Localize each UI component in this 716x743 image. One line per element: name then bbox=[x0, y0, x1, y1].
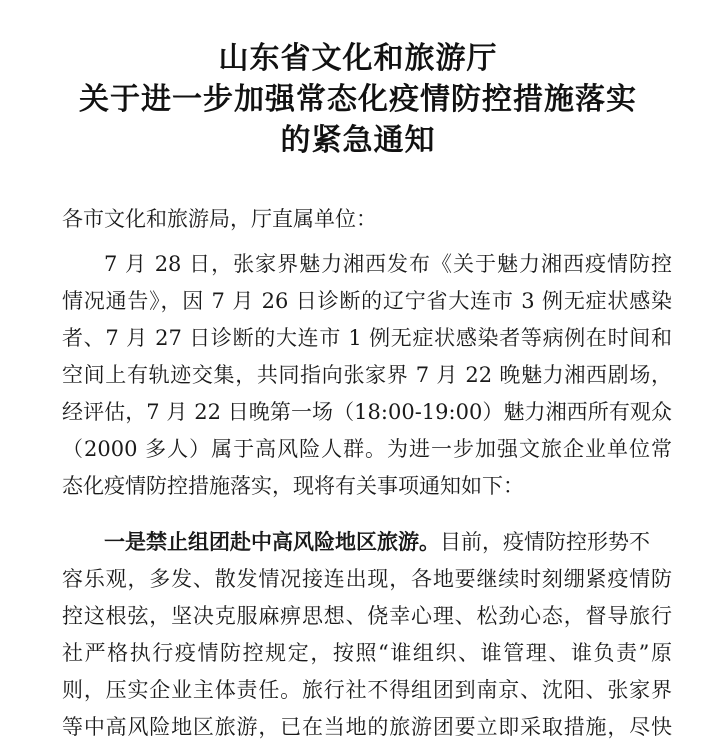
paragraph-line: 情况通告》，因 7 月 26 日诊断的辽宁省大连市 3 例无症状感染 bbox=[62, 289, 672, 313]
document-title bbox=[0, 38, 716, 161]
paragraph-line: 者、7 月 27 日诊断的大连市 1 例无症状感染者等病例在时间和 bbox=[62, 326, 672, 350]
section-1-first-rest: 目前，疫情防控形势不 bbox=[440, 530, 650, 554]
paragraph-line: 经评估，7 月 22 日晚第一场（18:00-19:00）魅力湘西所有观众 bbox=[62, 400, 672, 424]
paragraph-line: 社严格执行疫情防控规定，按照“谁组织、谁管理、谁负责”原 bbox=[62, 641, 672, 665]
paragraph-line: 空间上有轨迹交集，共同指向张家界 7 月 22 晚魅力湘西剧场， bbox=[62, 363, 672, 387]
paragraph-line: 态化疫情防控措施落实，现将有关事项通知如下： bbox=[62, 474, 524, 498]
paragraph-line: 7 月 28 日，张家界魅力湘西发布《关于魅力湘西疫情防控 bbox=[104, 252, 672, 276]
title-line-3: 的紧急通知 bbox=[280, 123, 436, 158]
title-line-1: 山东省文化和旅游厅 bbox=[218, 41, 498, 76]
title-line-2: 关于进一步加强常态化疫情防控措施落实 bbox=[79, 82, 637, 117]
salutation: 各市文化和旅游局，厅直属单位： bbox=[62, 207, 377, 231]
section-1-heading: 一是禁止组团赴中高风险地区旅游。 bbox=[104, 530, 440, 554]
section-1-first-line bbox=[104, 527, 672, 558]
paragraph-line: 控这根弦，坚决克服麻痹思想、侥幸心理、松劲心态，督导旅行 bbox=[62, 604, 672, 628]
paragraph-line: （2000 多人）属于高风险人群。为进一步加强文旅企业单位常 bbox=[62, 437, 672, 461]
paragraph-line: 容乐观，多发、散发情况接连出现，各地要继续时刻绷紧疫情防 bbox=[62, 567, 672, 591]
paragraph-line: 则，压实企业主体责任。旅行社不得组团到南京、沈阳、张家界 bbox=[62, 678, 672, 702]
paragraph-line: 等中高风险地区旅游，已在当地的旅游团要立即采取措施，尽快 bbox=[62, 715, 672, 739]
